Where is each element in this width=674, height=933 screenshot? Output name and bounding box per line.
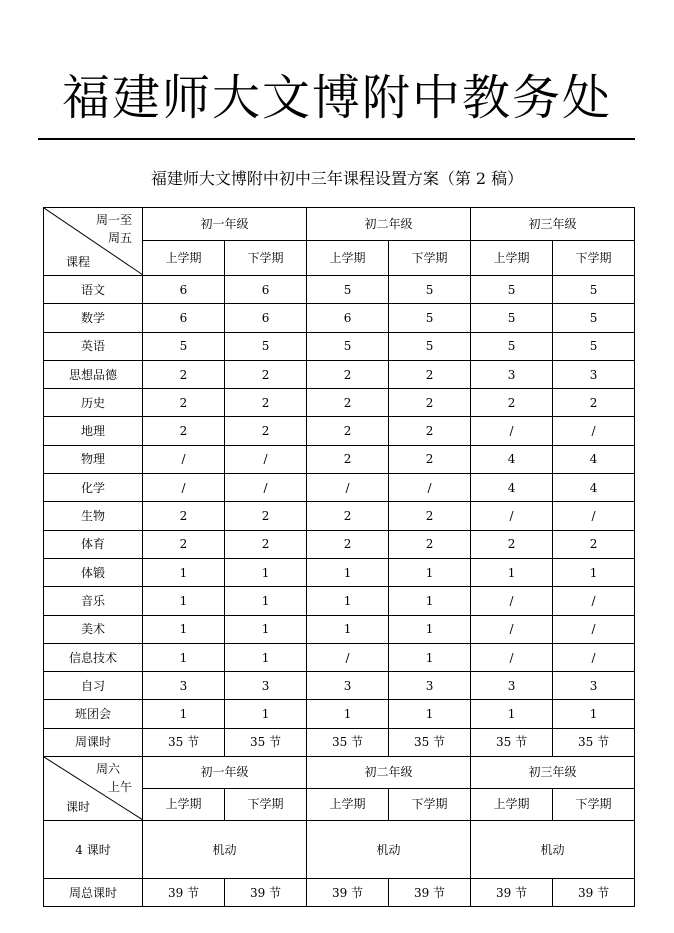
hours-cell: 2 — [389, 502, 471, 530]
hours-cell: / — [471, 643, 553, 671]
hours-cell: 1 — [143, 700, 225, 728]
subject-cell: 体育 — [44, 530, 143, 558]
hours-cell: 6 — [225, 276, 307, 304]
hours-cell: 1 — [553, 700, 635, 728]
course-schedule-table — [43, 207, 635, 907]
subject-cell: 历史 — [44, 389, 143, 417]
hours-cell: / — [553, 502, 635, 530]
hours-cell: / — [471, 417, 553, 445]
hours-cell: 5 — [389, 332, 471, 360]
hours-cell: 2 — [471, 389, 553, 417]
hours-cell: 2 — [225, 360, 307, 388]
title-divider — [38, 138, 635, 140]
grade-header: 初一年级 — [143, 757, 307, 788]
hours-cell: 1 — [389, 587, 471, 615]
hours-cell: 5 — [471, 276, 553, 304]
hours-cell: 1 — [307, 558, 389, 586]
hours-cell: / — [307, 643, 389, 671]
hours-cell: 1 — [143, 587, 225, 615]
table-row — [44, 474, 635, 502]
total-hours-cell: 39 节 — [471, 879, 553, 907]
hours-cell: 3 — [225, 672, 307, 700]
hours-cell: 1 — [471, 558, 553, 586]
hours-cell: 2 — [553, 389, 635, 417]
hours-cell: / — [143, 474, 225, 502]
hours-cell: 2 — [553, 530, 635, 558]
term-header: 上学期 — [143, 241, 225, 276]
grade-header: 初二年级 — [307, 757, 471, 788]
hours-cell: 5 — [553, 304, 635, 332]
hours-cell: 2 — [225, 389, 307, 417]
hours-cell: 2 — [143, 389, 225, 417]
hours-cell: 1 — [225, 558, 307, 586]
hours-cell: 1 — [225, 615, 307, 643]
hours-cell: 1 — [471, 700, 553, 728]
total-hours-cell: 39 节 — [307, 879, 389, 907]
subject-cell: 美术 — [44, 615, 143, 643]
hours-cell: 2 — [143, 417, 225, 445]
period-label-cell: 4 课时 — [44, 821, 143, 879]
corner-top-label: 周六 — [96, 762, 121, 777]
hours-cell: 6 — [143, 304, 225, 332]
hours-cell: 2 — [389, 389, 471, 417]
hours-cell: 2 — [471, 530, 553, 558]
hours-cell: 35 节 — [389, 728, 471, 756]
hours-cell: 3 — [553, 672, 635, 700]
hours-cell: 5 — [471, 304, 553, 332]
corner-top-label: 上午 — [108, 780, 133, 795]
table-row — [44, 360, 635, 388]
hours-cell: 1 — [225, 643, 307, 671]
hours-cell: 1 — [307, 615, 389, 643]
term-header: 下学期 — [225, 241, 307, 276]
hours-cell: 2 — [307, 389, 389, 417]
table-row — [44, 821, 635, 879]
hours-cell: / — [553, 643, 635, 671]
table-row — [44, 672, 635, 700]
hours-cell: 3 — [307, 672, 389, 700]
hours-cell: 35 节 — [225, 728, 307, 756]
corner-bottom-label: 课时 — [66, 800, 91, 815]
hours-cell: 2 — [389, 417, 471, 445]
hours-cell: 1 — [389, 558, 471, 586]
flexible-cell: 机动 — [307, 821, 471, 879]
subject-cell: 周课时 — [44, 728, 143, 756]
hours-cell: 1 — [389, 700, 471, 728]
flexible-cell: 机动 — [471, 821, 635, 879]
table-row — [44, 615, 635, 643]
hours-cell: 2 — [225, 502, 307, 530]
hours-cell: 1 — [389, 643, 471, 671]
document-title: 福建师大文博附中教务处 — [61, 70, 612, 126]
hours-cell: 3 — [471, 672, 553, 700]
subject-cell: 信息技术 — [44, 643, 143, 671]
corner-bottom-label: 课程 — [66, 255, 91, 269]
hours-cell: / — [307, 474, 389, 502]
grade-header-row — [44, 208, 635, 241]
subject-cell: 生物 — [44, 502, 143, 530]
table-row — [44, 276, 635, 304]
hours-cell: / — [553, 587, 635, 615]
term-header: 上学期 — [143, 788, 225, 821]
table-row — [44, 530, 635, 558]
hours-cell: 4 — [471, 474, 553, 502]
hours-cell: 3 — [553, 360, 635, 388]
hours-cell: 2 — [143, 502, 225, 530]
hours-cell: 2 — [143, 530, 225, 558]
total-label-cell: 周总课时 — [44, 879, 143, 907]
grade-header-row — [44, 757, 635, 788]
corner-header — [44, 208, 143, 275]
hours-cell: 4 — [471, 445, 553, 473]
table-row — [44, 643, 635, 671]
table-row — [44, 445, 635, 473]
total-hours-cell: 39 节 — [553, 879, 635, 907]
subject-cell: 化学 — [44, 474, 143, 502]
grade-header: 初二年级 — [307, 208, 471, 241]
total-hours-cell: 39 节 — [143, 879, 225, 907]
grade-header: 初一年级 — [143, 208, 307, 241]
term-header: 上学期 — [471, 241, 553, 276]
hours-cell: 1 — [143, 615, 225, 643]
hours-cell: 2 — [143, 360, 225, 388]
hours-cell: 5 — [307, 276, 389, 304]
hours-cell: 35 节 — [143, 728, 225, 756]
hours-cell: 6 — [143, 276, 225, 304]
total-hours-cell: 39 节 — [225, 879, 307, 907]
hours-cell: 2 — [225, 530, 307, 558]
hours-cell: / — [471, 502, 553, 530]
hours-cell: 6 — [307, 304, 389, 332]
hours-cell: 2 — [225, 417, 307, 445]
hours-cell: 2 — [307, 417, 389, 445]
hours-cell: 5 — [553, 332, 635, 360]
term-header: 下学期 — [553, 241, 635, 276]
subject-cell: 物理 — [44, 445, 143, 473]
table-row — [44, 700, 635, 728]
hours-cell: / — [389, 474, 471, 502]
table-row — [44, 728, 635, 756]
corner-top-label: 周一至 — [96, 213, 133, 227]
subject-cell: 自习 — [44, 672, 143, 700]
hours-cell: 2 — [307, 502, 389, 530]
hours-cell: 3 — [143, 672, 225, 700]
hours-cell: 1 — [307, 700, 389, 728]
corner-header — [44, 757, 143, 820]
subject-cell: 思想品德 — [44, 360, 143, 388]
term-header: 下学期 — [225, 788, 307, 821]
term-header: 下学期 — [389, 241, 471, 276]
table-row — [44, 587, 635, 615]
hours-cell: 2 — [389, 445, 471, 473]
table-row — [44, 332, 635, 360]
hours-cell: 5 — [143, 332, 225, 360]
hours-cell: 1 — [143, 558, 225, 586]
hours-cell: / — [225, 445, 307, 473]
table-row — [44, 389, 635, 417]
term-header: 上学期 — [307, 241, 389, 276]
hours-cell: 5 — [389, 276, 471, 304]
corner-header-cell — [44, 757, 143, 821]
hours-cell: 35 节 — [553, 728, 635, 756]
hours-cell: 2 — [307, 445, 389, 473]
hours-cell: 4 — [553, 445, 635, 473]
table-row — [44, 417, 635, 445]
hours-cell: 1 — [553, 558, 635, 586]
table-caption: 福建师大文博附中初中三年课程设置方案（第 2 稿） — [150, 169, 524, 188]
hours-cell: 5 — [225, 332, 307, 360]
total-hours-cell: 39 节 — [389, 879, 471, 907]
hours-cell: 1 — [389, 615, 471, 643]
hours-cell: / — [143, 445, 225, 473]
hours-cell: 3 — [471, 360, 553, 388]
grade-header: 初三年级 — [471, 208, 635, 241]
hours-cell: 5 — [307, 332, 389, 360]
grade-header: 初三年级 — [471, 757, 635, 788]
hours-cell: 2 — [389, 360, 471, 388]
hours-cell: 5 — [471, 332, 553, 360]
hours-cell: 1 — [143, 643, 225, 671]
subject-cell: 语文 — [44, 276, 143, 304]
table-row — [44, 502, 635, 530]
term-header: 下学期 — [553, 788, 635, 821]
term-header: 下学期 — [389, 788, 471, 821]
term-header: 上学期 — [471, 788, 553, 821]
hours-cell: 2 — [389, 530, 471, 558]
subject-cell: 英语 — [44, 332, 143, 360]
subject-cell: 音乐 — [44, 587, 143, 615]
hours-cell: / — [471, 587, 553, 615]
subject-cell: 数学 — [44, 304, 143, 332]
hours-cell: 5 — [389, 304, 471, 332]
subject-cell: 班团会 — [44, 700, 143, 728]
subject-cell: 体锻 — [44, 558, 143, 586]
hours-cell: 35 节 — [471, 728, 553, 756]
hours-cell: / — [553, 615, 635, 643]
hours-cell: 1 — [307, 587, 389, 615]
table-row — [44, 879, 635, 907]
table-row — [44, 304, 635, 332]
hours-cell: / — [225, 474, 307, 502]
flexible-cell: 机动 — [143, 821, 307, 879]
hours-cell: 3 — [389, 672, 471, 700]
hours-cell: 4 — [553, 474, 635, 502]
term-header: 上学期 — [307, 788, 389, 821]
hours-cell: 6 — [225, 304, 307, 332]
hours-cell: / — [553, 417, 635, 445]
corner-header-cell — [44, 208, 143, 276]
hours-cell: / — [471, 615, 553, 643]
hours-cell: 1 — [225, 587, 307, 615]
hours-cell: 2 — [307, 530, 389, 558]
hours-cell: 2 — [307, 360, 389, 388]
corner-top-label: 周五 — [108, 231, 133, 245]
hours-cell: 1 — [225, 700, 307, 728]
subject-cell: 地理 — [44, 417, 143, 445]
table-row — [44, 558, 635, 586]
hours-cell: 35 节 — [307, 728, 389, 756]
hours-cell: 5 — [553, 276, 635, 304]
